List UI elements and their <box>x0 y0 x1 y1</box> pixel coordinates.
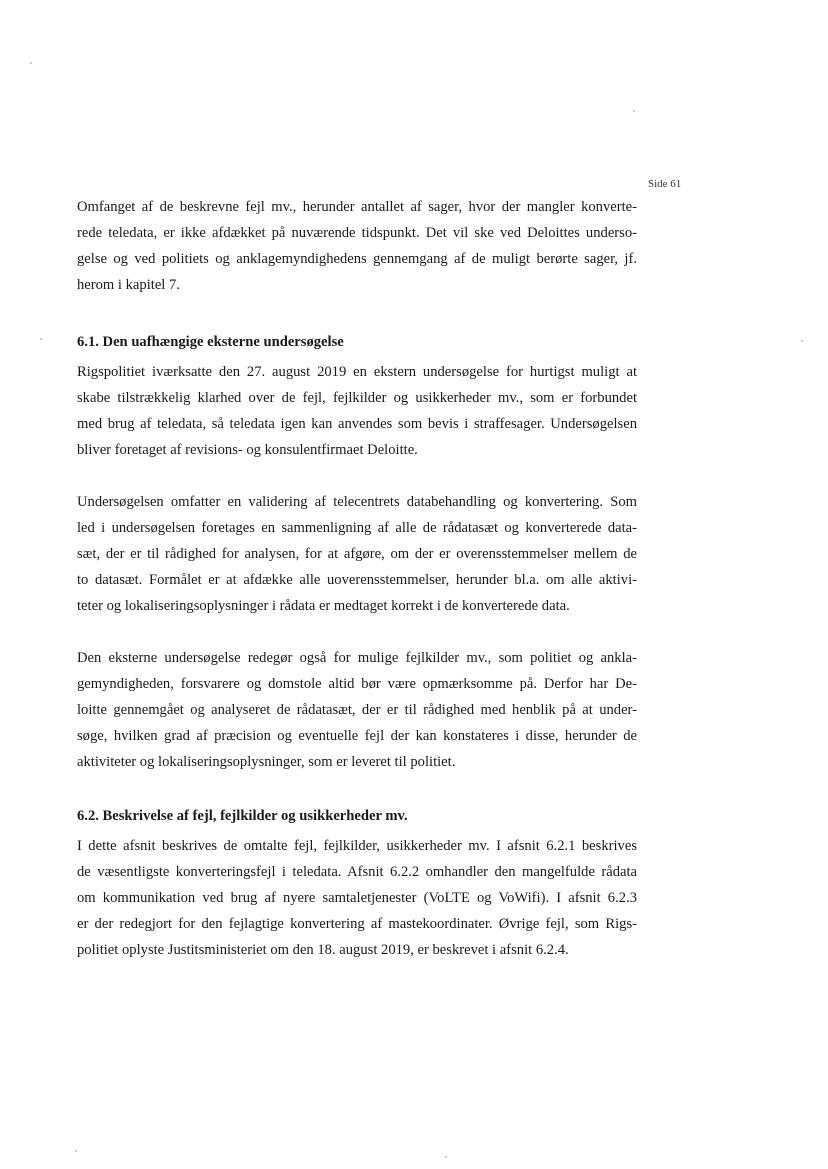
text-line: skabe tilstrækkelig klarhed over de fejl, fejlkilder og usikkerheder mv., som er forbundet <box>77 390 637 406</box>
text-line: to datasæt. Formålet er at afdække alle uoverensstemmelser, herunder bl.a. om alle aktivi- <box>77 572 637 588</box>
spacer <box>77 619 637 645</box>
section-6-2-paragraph-1 <box>77 833 637 963</box>
text-line: med brug af teledata, så teledata igen kan anvendes som bevis i straffesager. Undersøgelsen <box>77 416 637 432</box>
text-line: politiet oplyste Justitsministeriet om den 18. august 2019, er beskrevet i afsnit 6.2.4. <box>77 942 569 958</box>
text-line: er der redegjort for den fejlagtige konvertering af mastekoordinater. Øvrige fejl, som Rigs- <box>77 916 637 932</box>
text-line: gemyndigheden, forsvarere og domstole altid bør være opmærksomme på. Derfor har De- <box>77 676 637 692</box>
page-number: Side 61 <box>648 178 682 190</box>
scan-speck <box>445 1156 447 1158</box>
text-line: gelse og ved politiets og anklagemyndighedens gennemgang af de muligt berørte sager, jf. <box>77 251 637 267</box>
scan-speck <box>633 110 635 112</box>
scan-speck <box>801 340 803 342</box>
text-line: herom i kapitel 7. <box>77 277 180 293</box>
text-line: sæt, der er til rådighed for analysen, for at afgøre, om der er overensstemmelser mellem de <box>77 546 637 562</box>
text-line: led i undersøgelsen foretages en sammenligning af alle de rådatasæt og konverterede data- <box>77 520 637 536</box>
section-heading-6-2: 6.2. Beskrivelse af fejl, fejlkilder og usikkerheder mv. <box>77 808 408 824</box>
document-body <box>77 194 637 963</box>
spacer <box>77 298 637 329</box>
spacer <box>77 463 637 489</box>
text-line: Omfanget af de beskrevne fejl mv., herunder antallet af sager, hvor der mangler konverte- <box>77 199 637 215</box>
text-line: I dette afsnit beskrives de omtalte fejl, fejlkilder, usikkerheder mv. I afsnit 6.2.1 beskrives <box>77 838 637 854</box>
text-line: om kommunikation ved brug af nyere samtaletjenester (VoLTE og VoWifi). I afsnit 6.2.3 <box>77 890 637 906</box>
text-line: Undersøgelsen omfatter en validering af telecentrets databehandling og konvertering. Som <box>77 494 637 510</box>
text-line: bliver foretaget af revisions- og konsulentfirmaet Deloitte. <box>77 442 418 458</box>
text-line: Rigspolitiet iværksatte den 27. august 2019 en ekstern undersøgelse for hurtigst muligt at <box>77 364 637 380</box>
intro-paragraph <box>77 194 637 298</box>
scan-speck <box>40 338 42 340</box>
scan-speck <box>75 1150 77 1152</box>
section-6-1-paragraph-2 <box>77 489 637 619</box>
scan-speck <box>30 62 32 64</box>
section-6-1-paragraph-3 <box>77 645 637 775</box>
spacer <box>77 775 637 803</box>
text-line: aktiviteter og lokaliseringsoplysninger, som er leveret til politiet. <box>77 754 456 770</box>
section-6-1-paragraph-1 <box>77 359 637 463</box>
text-line: Den eksterne undersøgelse redegør også for mulige fejlkilder mv., som politiet og ankla- <box>77 650 637 666</box>
text-line: rede teledata, er ikke afdækket på nuværende tidspunkt. Det vil ske ved Deloittes underso- <box>77 225 637 241</box>
section-heading-6-1: 6.1. Den uafhængige eksterne undersøgelse <box>77 334 344 350</box>
text-line: teter og lokaliseringsoplysninger i rådata er medtaget korrekt i de konverterede data. <box>77 598 570 614</box>
text-line: søge, hvilken grad af præcision og eventuelle fejl der kan konstateres i disse, herunder de <box>77 728 637 744</box>
text-line: de væsentligste konverteringsfejl i teledata. Afsnit 6.2.2 omhandler den mangelfulde rådata <box>77 864 637 880</box>
text-line: loitte gennemgået og analyseret de rådatasæt, der er til rådighed med henblik på at under- <box>77 702 637 718</box>
